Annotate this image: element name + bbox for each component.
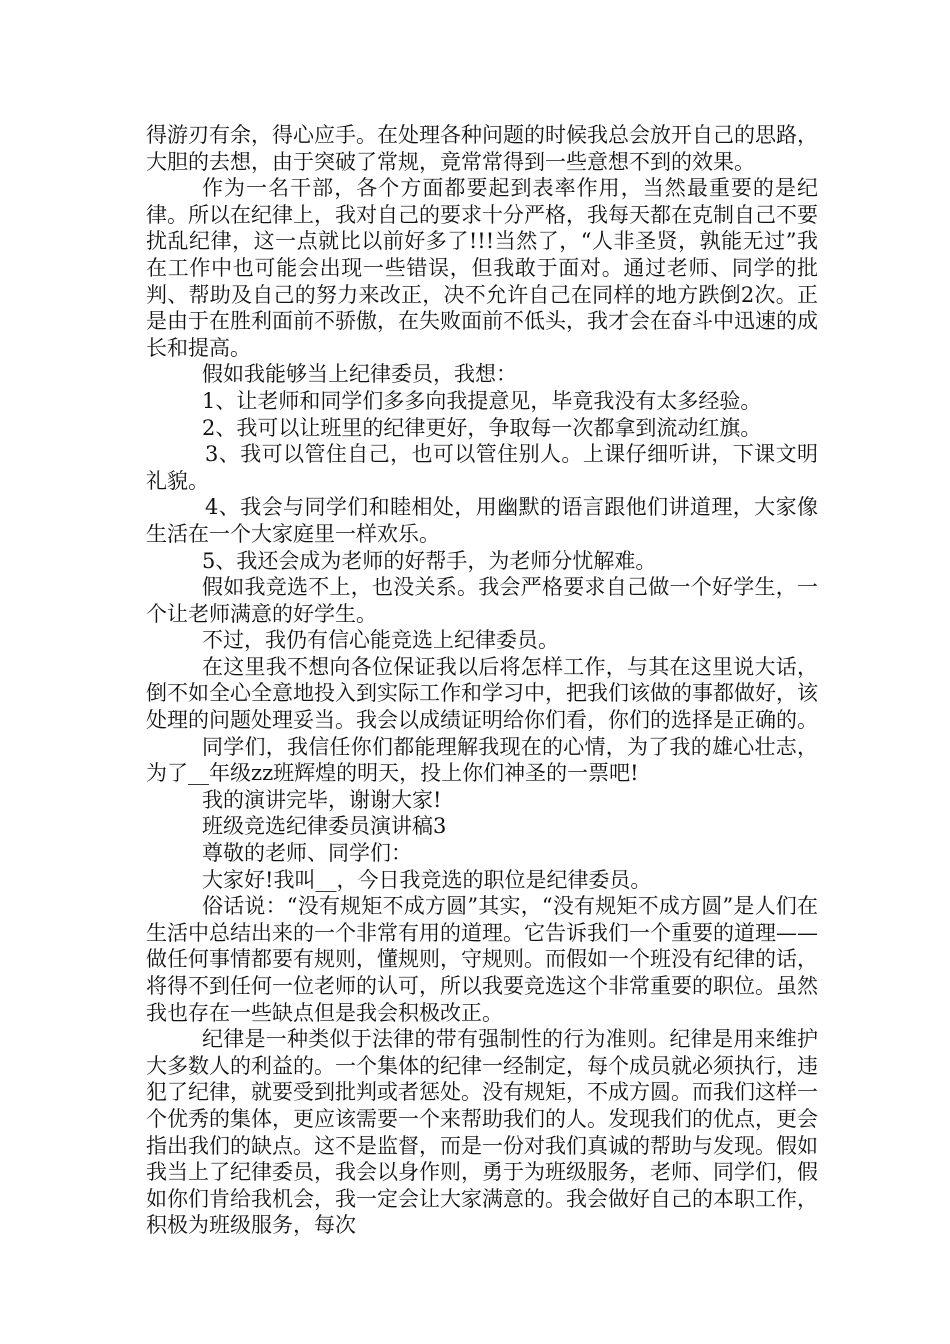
list-item-1: 1、让老师和同学们多多向我提意见，毕竟我没有太多经验。 <box>202 388 762 413</box>
paragraph-greeting: 大家好!我叫__，今日我竞选的职位是纪律委员。 <box>202 867 652 892</box>
paragraph-no-promises: 在这里我不想向各位保证我以后将怎样工作，与其在这里说大话，倒不如全心全意地投入到实际工作和学习中，把我们该做的事都做好，该处理的问题处理妥当。我会以成绩证明给你们看，你们的选择是正确的。 <box>146 654 818 733</box>
list-item-3: 3、我可以管住自己，也可以管住别人。上课仔细听讲，下课文明礼貌。 <box>146 442 818 493</box>
paragraph-confidence: 不过，我仍有信心能竞选上纪律委员。 <box>202 628 559 653</box>
paragraph-vote-appeal: 同学们，我信任你们都能理解我现在的心情，为了我的雄心壮志，为了__年级zz班辉煌的明天，投上你们神圣的一票吧! <box>146 734 818 786</box>
paragraph-closing: 我的演讲完毕，谢谢大家! <box>202 787 442 812</box>
paragraph-cadre-discipline: 作为一名干部，各个方面都要起到表率作用，当然最重要的是纪律。所以在纪律上，我对自己的要求十分严格，我每天都在克制自己不要扰乱纪律，这一点就比以前好多了!!!当然了，“人非圣贤，孰能无过”我在工作中也可能会出现一些错误，但我敢于面对。通过老师、同学的批判、帮助及自己的努力来改正，决不允许自己在同样的地方跌倒2次。正是由于在胜利面前不骄傲，在失败面前不低头，我才会在奋斗中迅速的成长和提高。 <box>146 176 818 360</box>
paragraph-proverb: 俗话说：“没有规矩不成方圆”其实，“没有规矩不成方圆”是人们在生活中总结出来的一个非常有用的道理。它告诉我们一个重要的道理——做任何事情都要有规则，懂规则，守规则。而假如一个班没有纪律的话，将得不到任何一位老师的认可，所以我要竞选这个非常重要的职位。虽然我也存在一些缺点但是我会积极改正。 <box>146 894 818 1025</box>
paragraph-discipline-definition: 纪律是一种类似于法律的带有强制性的行为准则。纪律是用来维护大多数人的利益的。一个集体的纪律一经制定，每个成员就必须执行，违犯了纪律，就要受到批判或者惩处。没有规矩，不成方圆。而我们这样一个优秀的集体，更应该需要一个来帮助我们的人。发现我们的优点，更会指出我们的缺点。这不是监督，而是一份对我们真诚的帮助与发现。假如我当上了纪律委员，我会以身作则，勇于为班级服务，老师、同学们，假如你们肯给我机会，我一定会让大家满意的。我会做好自己的本职工作，积极为班级服务，每次 <box>146 1027 818 1238</box>
list-item-4: 4、我会与同学们和睦相处，用幽默的语言跟他们讲道理，大家像生活在一个大家庭里一样欢乐。 <box>146 495 818 546</box>
list-item-2: 2、我可以让班里的纪律更好，争取每一次都拿到流动红旗。 <box>202 415 762 440</box>
list-item-5: 5、我还会成为老师的好帮手，为老师分忧解难。 <box>202 548 657 573</box>
paragraph-intro-continuation: 得游刃有余，得心应手。在处理各种问题的时候我总会放开自己的思路，大胆的去想，由于突破了常规，竟常常得到一些意想不到的效果。 <box>146 123 818 174</box>
section-title: 班级竞选纪律委员演讲稿3 <box>202 814 447 839</box>
paragraph-if-elected: 假如我能够当上纪律委员，我想： <box>202 362 517 387</box>
document-page <box>146 122 818 1239</box>
paragraph-if-not-elected: 假如我竞选不上，也没关系。我会严格要求自己做一个好学生，一个让老师满意的好学生。 <box>146 575 818 626</box>
salutation: 尊敬的老师、同学们： <box>202 841 412 866</box>
